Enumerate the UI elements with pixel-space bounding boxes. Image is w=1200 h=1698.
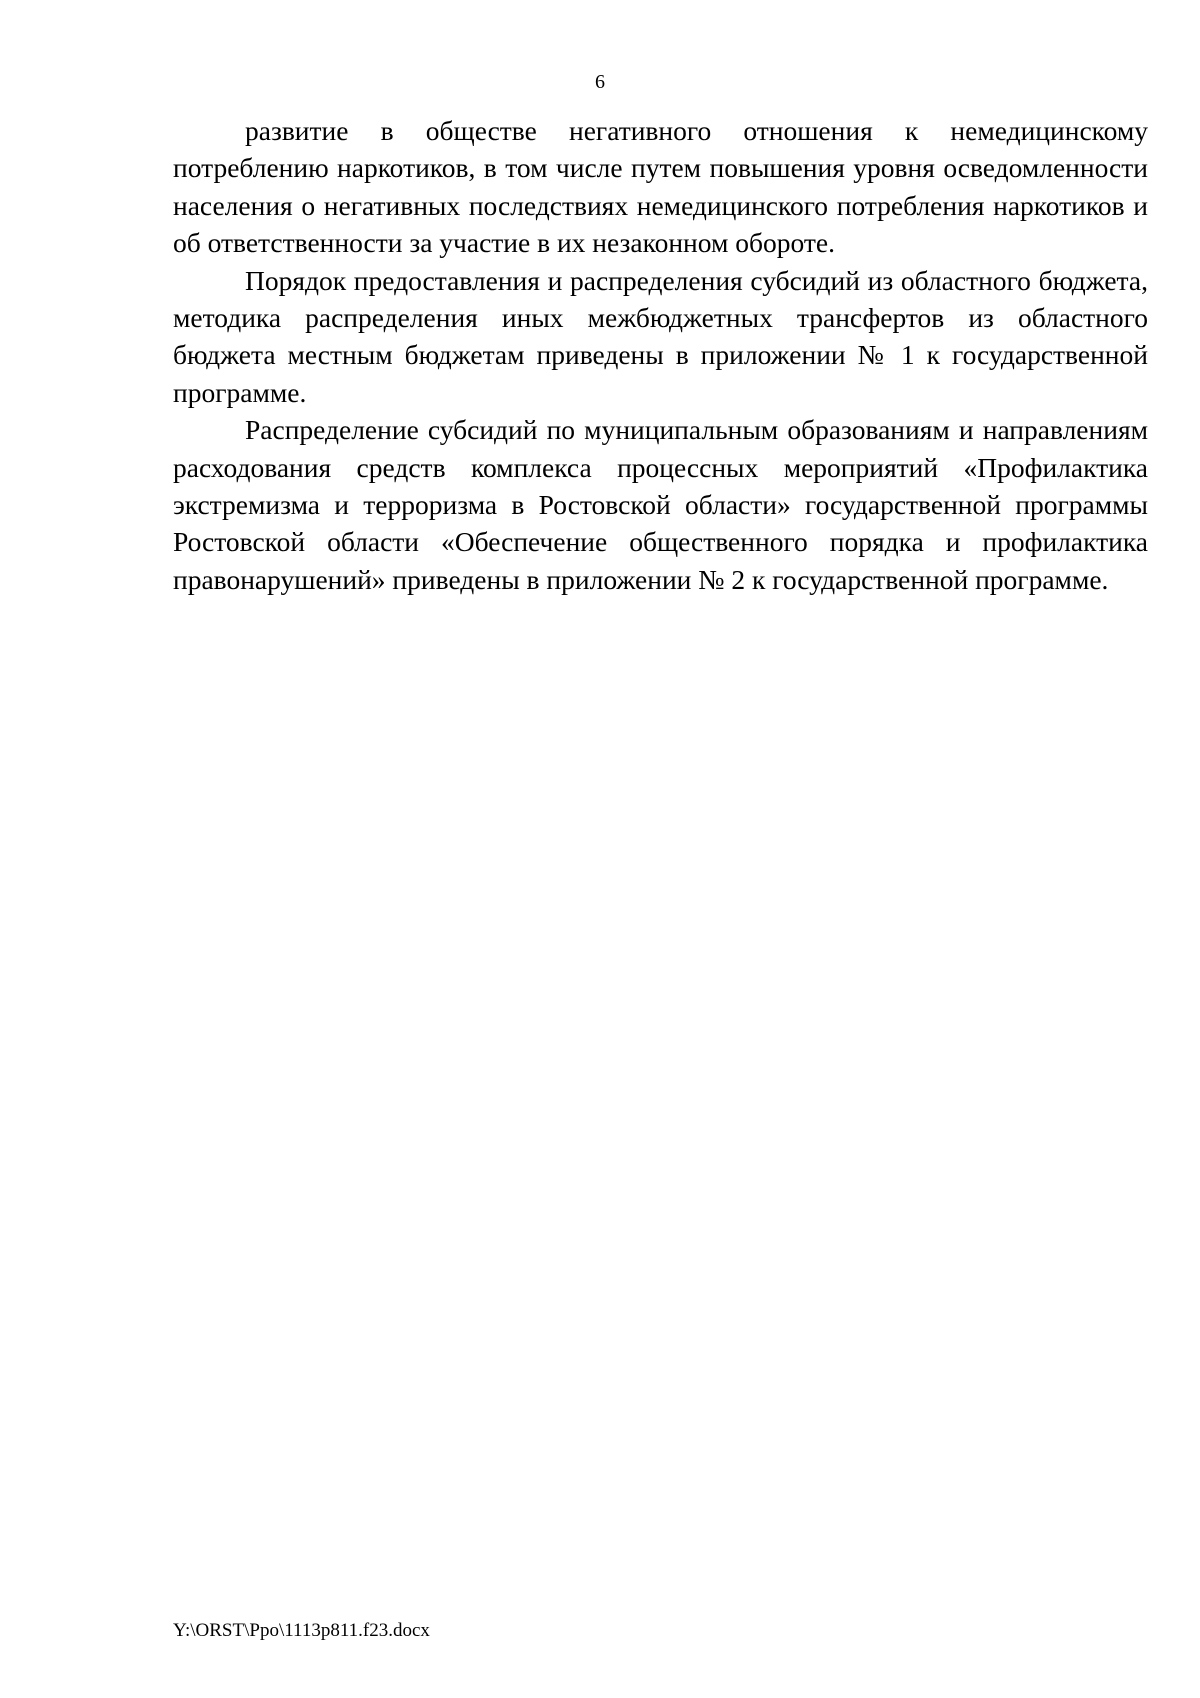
paragraph-subsidy-procedure: Порядок предоставления и распределения субсидий из областного бюджета, методика распределения иных межбюджетных трансфертов из областного бюджета местным бюджетам приведены в приложении № 1 к государственной программе. [173,264,1148,408]
paragraph-drug-prevention: развитие в обществе негативного отношения к немедицинскому потреблению наркотиков, в том числе путем повышения уровня осведомленности населения о негативных последствиях немедицинского потребления наркотиков и об ответственности за участие в их незаконном обороте. [173,115,1148,259]
page-number: 6 [595,71,605,93]
document-body [173,112,1148,598]
footer-file-path: Y:\ORST\Ppo\1113p811.f23.docx [173,1620,430,1641]
paragraph-subsidy-distribution: Распределение субсидий по муниципальным образованиям и направлениям расходования средств комплекса процессных мероприятий «Профилактика экстремизма и терроризма в Ростовской области» государственной программы Ростовской области «Обеспечение общественного порядка и профилактика правонарушений» приведены в приложении № 2 к государственной программе. [173,414,1148,595]
